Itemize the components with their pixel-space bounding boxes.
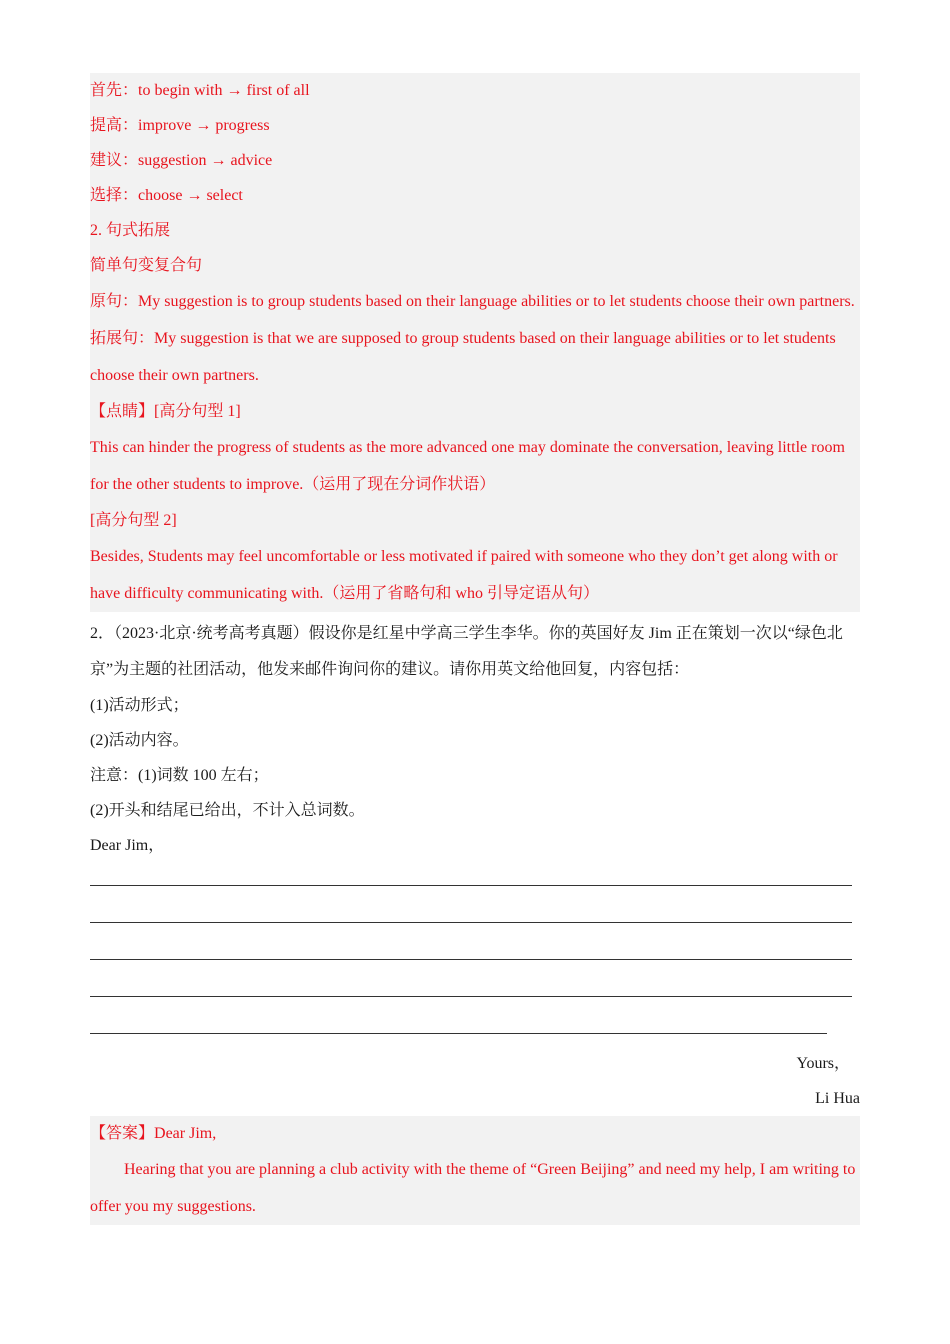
highlight-sentence: This can hinder the progress of students as the more advanced one may dominate the conversation, leaving little room for the other students to improve.（运用了现在分词作状语） (90, 439, 845, 493)
vocab-item: 首先：to begin with → first of all (90, 81, 310, 99)
letter-signature: Li Hua (815, 1089, 860, 1107)
expanded-sentence: 拓展句：My suggestion is that we are supposed to group students based on their language abilities or to let students choose their own partners. (90, 330, 836, 384)
answer-body: Hearing that you are planning a club activity with the theme of “Green Beijing” and need my help, I am writing to offer you my suggestions. (90, 1161, 856, 1215)
highlight-sentence: Besides, Students may feel uncomfortable or less motivated if paired with someone who they don’t get along with or have difficulty communicating with.（运用了省略句和 who 引导定语从句） (90, 548, 838, 602)
highlight-tag: [高分句型 2] (90, 511, 177, 529)
question-note: 注意：(1)词数 100 左右； (90, 766, 269, 784)
answer-greeting: Dear Jim, (154, 1124, 217, 1142)
answer-block (90, 1116, 860, 1225)
vocab-item: 建议：suggestion → advice (90, 151, 273, 169)
analysis-block (90, 73, 860, 612)
section-subtitle: 简单句变复合句 (90, 256, 203, 274)
section-title: 2. 句式拓展 (90, 221, 171, 239)
question-item: (1)活动形式； (90, 696, 189, 714)
vocab-item: 提高：improve → progress (90, 116, 270, 134)
letter-closing: Yours， (796, 1054, 850, 1072)
question-note: (2)开头和结尾已给出，不计入总词数。 (90, 801, 365, 819)
question-intro: 2．（2023·北京·统考高考真题）假设你是红星中学高三学生李华。你的英国好友 Jim 正在策划一次以“绿色北京”为主题的社团活动，他发来邮件询问你的建议。请你用英文给他回复，内容包括： (90, 625, 843, 678)
highlight-tag: 【点睛】[高分句型 1] (90, 402, 241, 420)
letter-greeting: Dear Jim， (90, 836, 165, 854)
vocab-item: 选择：choose → select (90, 186, 243, 204)
document-page (90, 73, 860, 1225)
question-block (90, 616, 860, 1116)
answer-tag: 【答案】 (90, 1124, 155, 1142)
original-sentence: 原句：My suggestion is to group students based on their language abilities or to let students choose their own partners. (90, 293, 855, 310)
question-item: (2)活动内容。 (90, 731, 189, 749)
answer-header (90, 1116, 860, 1151)
